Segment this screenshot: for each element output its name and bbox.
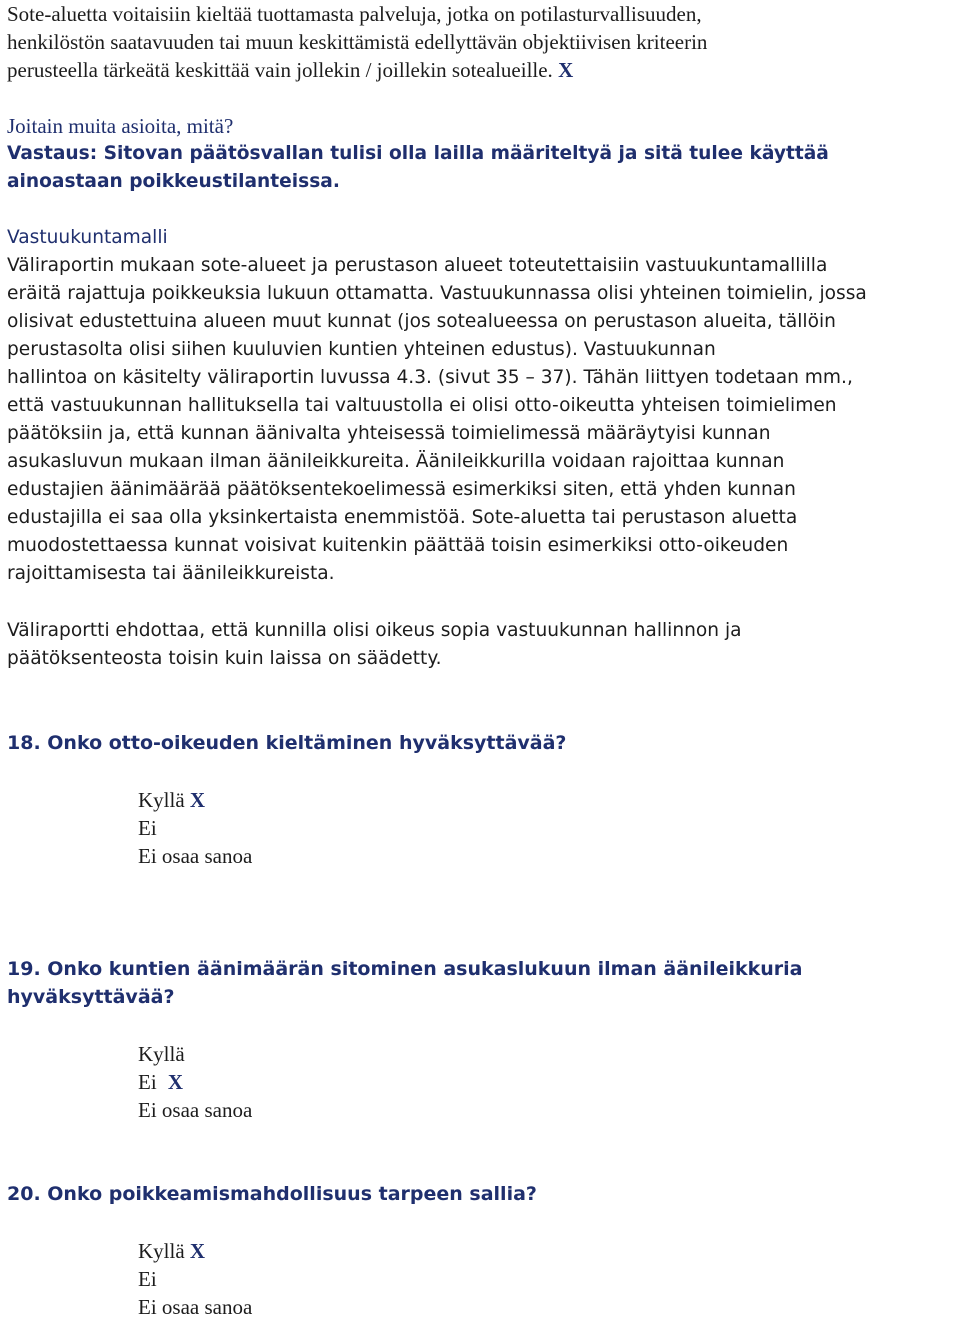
question-19-line-2: hyväksyttävää? — [7, 986, 175, 1008]
q20-option-dont-know-label: Ei osaa sanoa — [138, 1295, 253, 1319]
q20-option-yes-mark: X — [189, 1239, 206, 1263]
q19-option-yes[interactable] — [138, 1040, 185, 1068]
vastuukunta-line-5: hallintoa on käsitelty väliraportin luvussa 4.3. (sivut 35 – 37). Tähän liittyen todetaan mm., — [7, 367, 853, 388]
q18-option-dont-know-label: Ei osaa sanoa — [138, 844, 253, 868]
q20-option-no[interactable] — [138, 1265, 157, 1293]
intro-line-2: henkilöstön saatavuuden tai muun keskittämistä edellyttävän objektiivisen kriteerin — [7, 30, 708, 54]
q18-option-yes-label: Kyllä — [138, 788, 185, 812]
q19-option-yes-label: Kyllä — [138, 1042, 185, 1066]
q18-option-dont-know[interactable] — [138, 842, 252, 870]
vastuukunta-line-7: päätöksiin ja, että kunnan äänivalta yhteisessä toimielimessä määräytyisi kunnan — [7, 423, 771, 444]
intro-line-3 — [7, 56, 573, 84]
q18-option-no-label: Ei — [138, 816, 157, 840]
section-heading-vastuukuntamalli: Vastuukuntamalli — [7, 227, 168, 248]
vastuukunta-line-6: että vastuukunnan hallituksella tai valtuustolla ei olisi otto-oikeutta yhteisen toimielimen — [7, 395, 837, 416]
vastuukunta-line-8: asukasluvun mukaan ilman äänileikkureita. Äänileikkurilla voidaan rajoittaa kunnan — [7, 451, 785, 472]
other-answer-line-1: Vastaus: Sitovan päätösvallan tulisi olla lailla määriteltyä ja sitä tulee käyttää — [7, 143, 829, 164]
q20-option-dont-know[interactable] — [138, 1293, 252, 1321]
q19-option-no-label: Ei — [138, 1070, 157, 1094]
q18-option-no[interactable] — [138, 814, 157, 842]
vastuukunta-line-2: eräitä rajattuja poikkeuksia lukuun ottamatta. Vastuukunnassa olisi yhteinen toimielin, jossa — [7, 283, 867, 304]
q18-option-yes[interactable] — [138, 786, 205, 814]
question-20: 20. Onko poikkeamismahdollisuus tarpeen sallia? — [7, 1183, 537, 1205]
other-answer-line-2: ainoastaan poikkeustilanteissa. — [7, 171, 340, 192]
q20-option-no-label: Ei — [138, 1267, 157, 1291]
vastuukunta-line-12: rajoittamisesta tai äänileikkureista. — [7, 563, 335, 584]
intro-line-3-text: perusteella tärkeätä keskittää vain jollekin / joillekin sotealueille. — [7, 58, 553, 82]
vastuukunta-line-9: edustajien äänimäärää päätöksentekoelimessä esimerkiksi siten, että yhden kunnan — [7, 479, 796, 500]
vastuukunta-line-10: edustajilla ei saa olla yksinkertaista enemmistöä. Sote-aluetta tai perustason aluetta — [7, 507, 798, 528]
intro-line-1: Sote-aluetta voitaisiin kieltää tuottamasta palveluja, jotka on potilasturvallisuuden, — [7, 2, 702, 26]
vastuukunta-line-3: olisivat edustettuina alueen muut kunnat (jos sotealueessa on perustason alueita, tällöin — [7, 311, 836, 332]
vastuukunta-line-1: Väliraportin mukaan sote-alueet ja perustason alueet toteutettaisiin vastuukuntamallilla — [7, 255, 828, 276]
q19-option-no[interactable] — [138, 1068, 183, 1096]
q18-option-yes-mark: X — [189, 788, 206, 812]
proposal-line-2: päätöksenteosta toisin kuin laissa on säädetty. — [7, 648, 442, 669]
q19-option-dont-know[interactable] — [138, 1096, 252, 1124]
q19-option-dont-know-label: Ei osaa sanoa — [138, 1098, 253, 1122]
q20-option-yes[interactable] — [138, 1237, 205, 1265]
question-19-line-1: 19. Onko kuntien äänimäärän sitominen asukaslukuun ilman äänileikkuria — [7, 958, 803, 980]
proposal-line-1: Väliraportti ehdottaa, että kunnilla olisi oikeus sopia vastuukunnan hallinnon ja — [7, 620, 742, 641]
intro-answer-mark: X — [558, 58, 574, 82]
other-question: Joitain muita asioita, mitä? — [7, 114, 234, 138]
q19-option-no-mark: X — [167, 1070, 184, 1094]
vastuukunta-line-11: muodostettaessa kunnat voisivat kuitenkin päättää toisin esimerkiksi otto-oikeuden — [7, 535, 789, 556]
vastuukunta-line-4: perustasolta olisi siihen kuuluvien kuntien yhteinen edustus). Vastuukunnan — [7, 339, 716, 360]
q20-option-yes-label: Kyllä — [138, 1239, 185, 1263]
question-18: 18. Onko otto-oikeuden kieltäminen hyväksyttävää? — [7, 732, 567, 754]
